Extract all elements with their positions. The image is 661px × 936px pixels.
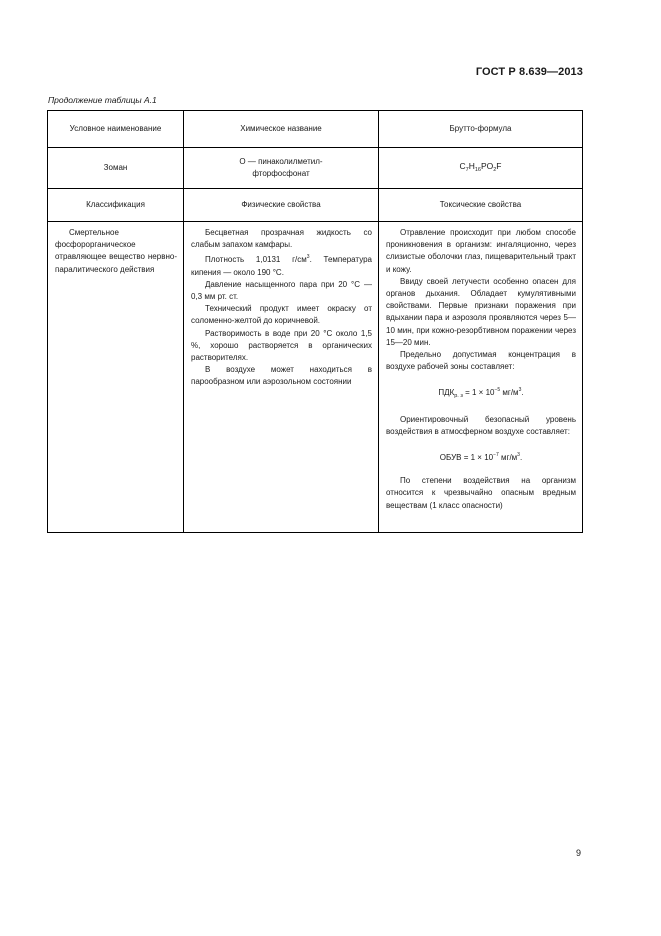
table-row-identity: [48, 148, 583, 189]
table-continuation-label: Продолжение таблицы А.1: [48, 95, 157, 105]
physical-p5: Растворимость в воде при 20 °С около 1,5 %, хорошо растворяется в органических растворителях.: [191, 328, 372, 363]
gross-formula: $C_7H_{16}PO_2F$: [459, 160, 502, 173]
pdk-formula: $ПДК_{р. з} = 1 \times 10^{-5}$ $мг/м^3$.: [438, 387, 524, 400]
physical-p4: Технический продукт имеет окраску от соломенно-желтой до коричневой.: [191, 304, 372, 326]
obuv-formula: ОБУВ = $1 \times 10^{-7}$ $мг/м^3$.: [439, 452, 523, 463]
page-number: 9: [575, 848, 581, 858]
chemical-name-line-2: фторфосфонат: [252, 169, 310, 178]
physical-p3: Давление насыщенного пара при 20 °С — 0,3 мм рт. ст.: [191, 279, 372, 302]
physical-p1: Бесцветная прозрачная жидкость со слабым запахом камфары.: [191, 228, 372, 250]
toxic-p1: Отравление происходит при любом способе проникновения в организм: ингаляционно, через слизистые оболочки глаз, пищеварительный тракт и кожу.: [386, 228, 576, 274]
header-toxic-properties: Токсические свойства: [379, 189, 583, 222]
header-chemical-name: Химическое название: [184, 111, 379, 148]
cell-name: Зоман: [48, 148, 184, 189]
toxic-p3: Предельно допустимая концентрация в воздухе рабочей зоны составляет:: [386, 350, 576, 372]
cell-physical-properties: [184, 222, 379, 533]
classification-text: Смертельное фосфорорганическое отравляющее вещество нервно-паралитического действия: [55, 228, 177, 274]
header-physical-properties: Физические свойства: [184, 189, 379, 222]
toxic-p4: Ориентировочный безопасный уровень воздействия в атмосферном воздухе составляет:: [386, 414, 576, 436]
cell-classification: [48, 222, 184, 533]
properties-table: [47, 110, 583, 533]
toxic-p5: По степени воздействия на организм относится к чрезвычайно опасным вредным веществам (1 класс опасности): [386, 476, 576, 510]
cell-toxic-properties: [379, 222, 583, 533]
standard-header: ГОСТ Р 8.639—2013: [475, 66, 583, 78]
table-header-row-1: [48, 111, 583, 148]
cell-chemical-name: [184, 148, 379, 189]
toxic-p2: Ввиду своей летучести особенно опасен для органов дыхания. Обладает кумулятивными свойствами. Первые признаки поражения при вдыхании пара и аэрозоля проявляются через 5—10 мин, при кожно-резорбтивном поражении через 15—20 мин.: [386, 276, 576, 347]
header-conventional-name: Условное наименование: [48, 111, 184, 148]
physical-p2: Плотность 1,0131 $г/см^3$. Температура кипения — около 190 °С.: [191, 254, 372, 277]
header-classification: Классификация: [48, 189, 184, 222]
physical-p6: В воздухе может находиться в парообразном или аэрозольном состоянии: [191, 365, 372, 387]
table-row-properties: [48, 222, 583, 533]
chemical-name-line-1: О — пинаколилметил-: [239, 156, 323, 166]
header-gross-formula: Брутто-формула: [379, 111, 583, 148]
table-header-row-2: [48, 189, 583, 222]
cell-formula: [379, 148, 583, 189]
